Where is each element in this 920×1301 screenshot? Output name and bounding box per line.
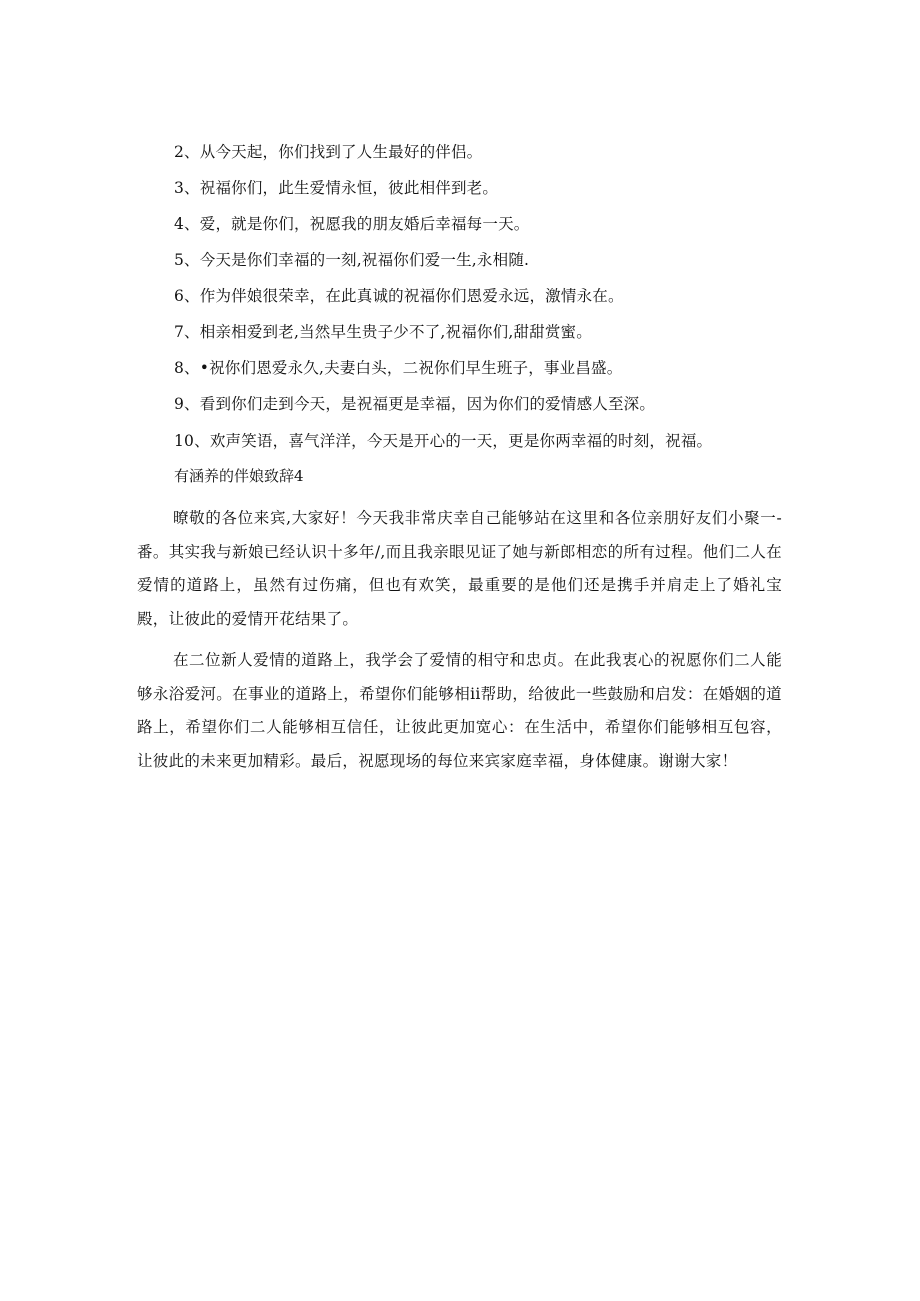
list-item: 4、爱，就是你们，祝愿我的朋友婚后幸福每一天。 xyxy=(174,215,530,233)
body-paragraph: 在二位新人爱情的道路上，我学会了爱情的相守和忠贞。在此我衷心的祝愿你们二人能够永浴爱河。在事业的道路上，希望你们能够相ii帮助，给彼此一些鼓励和启发：在婚姻的道路上，希望你们二人能够相互信任，让彼此更加宽心：在生活中，希望你们能够相互包容，让彼此的未来更加精彩。最后，祝愿现场的每位来宾家庭幸福，身体健康。谢谢大家！ xyxy=(137,651,782,770)
list-item: 8、•祝你们恩爱永久,夫妻白头，二祝你们早生班子，事业昌盛。 xyxy=(174,359,623,377)
list-item: 9、看到你们走到今天，是祝福更是幸福，因为你们的爱情感人至深。 xyxy=(174,395,656,413)
list-item: 6、作为伴娘很荣幸，在此真诚的祝福你们恩爱永远，激情永在。 xyxy=(174,287,624,305)
list-item: 7、相亲相爱到老,当然早生贵子少不了,祝福你们,甜甜赏蜜。 xyxy=(174,323,592,341)
list-item: 5、今天是你们幸福的一刻,祝福你们爱一生,永相随. xyxy=(174,251,530,269)
section-heading: 有涵养的伴娘致辞4 xyxy=(174,467,304,485)
body-paragraph: 暸敬的各位来宾,大家好！今天我非常庆幸自己能够站在这里和各位亲朋好友们小聚一-番。其实我与新娘已经认识十多年/,而且我亲眼见证了她与新郎相恋的所有过程。他们二人在爱情的道路上，虽然有过伤痛，但也有欢笑，最重要的是他们还是携手并肩走上了婚礼宝殿，让彼此的爱情开花结果了。 xyxy=(137,509,782,628)
list-item: 10、欢声笑语，喜气洋洋，今天是开心的一天，更是你两幸福的时刻，祝福。 xyxy=(174,432,713,450)
list-item: 3、祝福你们，此生爱情永恒，彼此相伴到老。 xyxy=(174,179,499,197)
list-item: 2、从今天起，你们找到了人生最好的伴侣。 xyxy=(174,143,483,161)
